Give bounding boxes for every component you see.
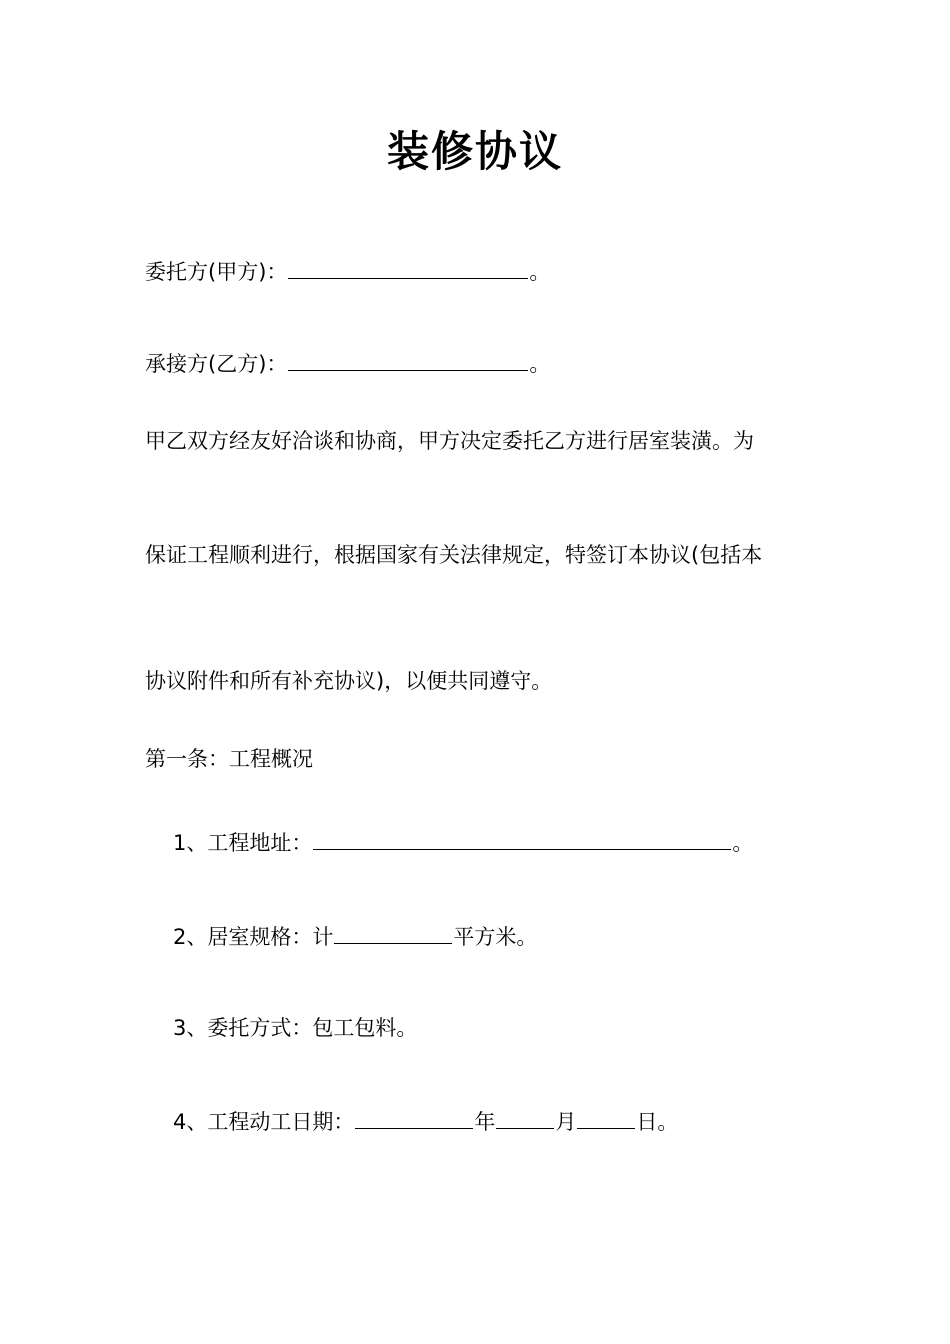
- item-4-label: 4、工程动工日期：: [173, 1110, 355, 1134]
- item-1-line: [173, 827, 753, 858]
- item-2-label: 2、居室规格：计: [173, 925, 334, 949]
- contractor-end: 。: [529, 352, 551, 376]
- year-blank[interactable]: [355, 1106, 473, 1129]
- item-3-line: 3、委托方式：包工包料。: [173, 1016, 418, 1040]
- client-end: 。: [529, 260, 551, 284]
- item-4-line: [173, 1106, 678, 1137]
- day-blank[interactable]: [577, 1106, 635, 1129]
- contractor-line: [145, 348, 550, 379]
- contractor-label: 承接方(乙方)：: [145, 352, 288, 376]
- month-blank[interactable]: [496, 1106, 554, 1129]
- client-line: [145, 256, 550, 287]
- preamble-line-3: 协议附件和所有补充协议)，以便共同遵守。: [145, 669, 553, 693]
- item-1-label: 1、工程地址：: [173, 831, 313, 855]
- item-4-year: 年: [474, 1110, 496, 1134]
- address-blank[interactable]: [313, 827, 731, 850]
- area-blank[interactable]: [334, 921, 452, 944]
- contractor-blank[interactable]: [288, 348, 528, 371]
- item-2-line: [173, 921, 537, 952]
- item-4-month: 月: [555, 1110, 577, 1134]
- preamble-line-1: 甲乙双方经友好洽谈和协商，甲方决定委托乙方进行居室装潢。为: [145, 429, 754, 453]
- preamble-line-2: 保证工程顺利进行，根据国家有关法律规定，特签订本协议(包括本: [145, 543, 763, 567]
- article-1-heading: 第一条：工程概况: [145, 747, 313, 771]
- item-4-day: 日。: [636, 1110, 679, 1134]
- item-1-end: 。: [732, 831, 754, 855]
- client-blank[interactable]: [288, 256, 528, 279]
- item-2-end: 平方米。: [453, 925, 538, 949]
- document-title: 装修协议: [386, 127, 563, 176]
- client-label: 委托方(甲方)：: [145, 260, 288, 284]
